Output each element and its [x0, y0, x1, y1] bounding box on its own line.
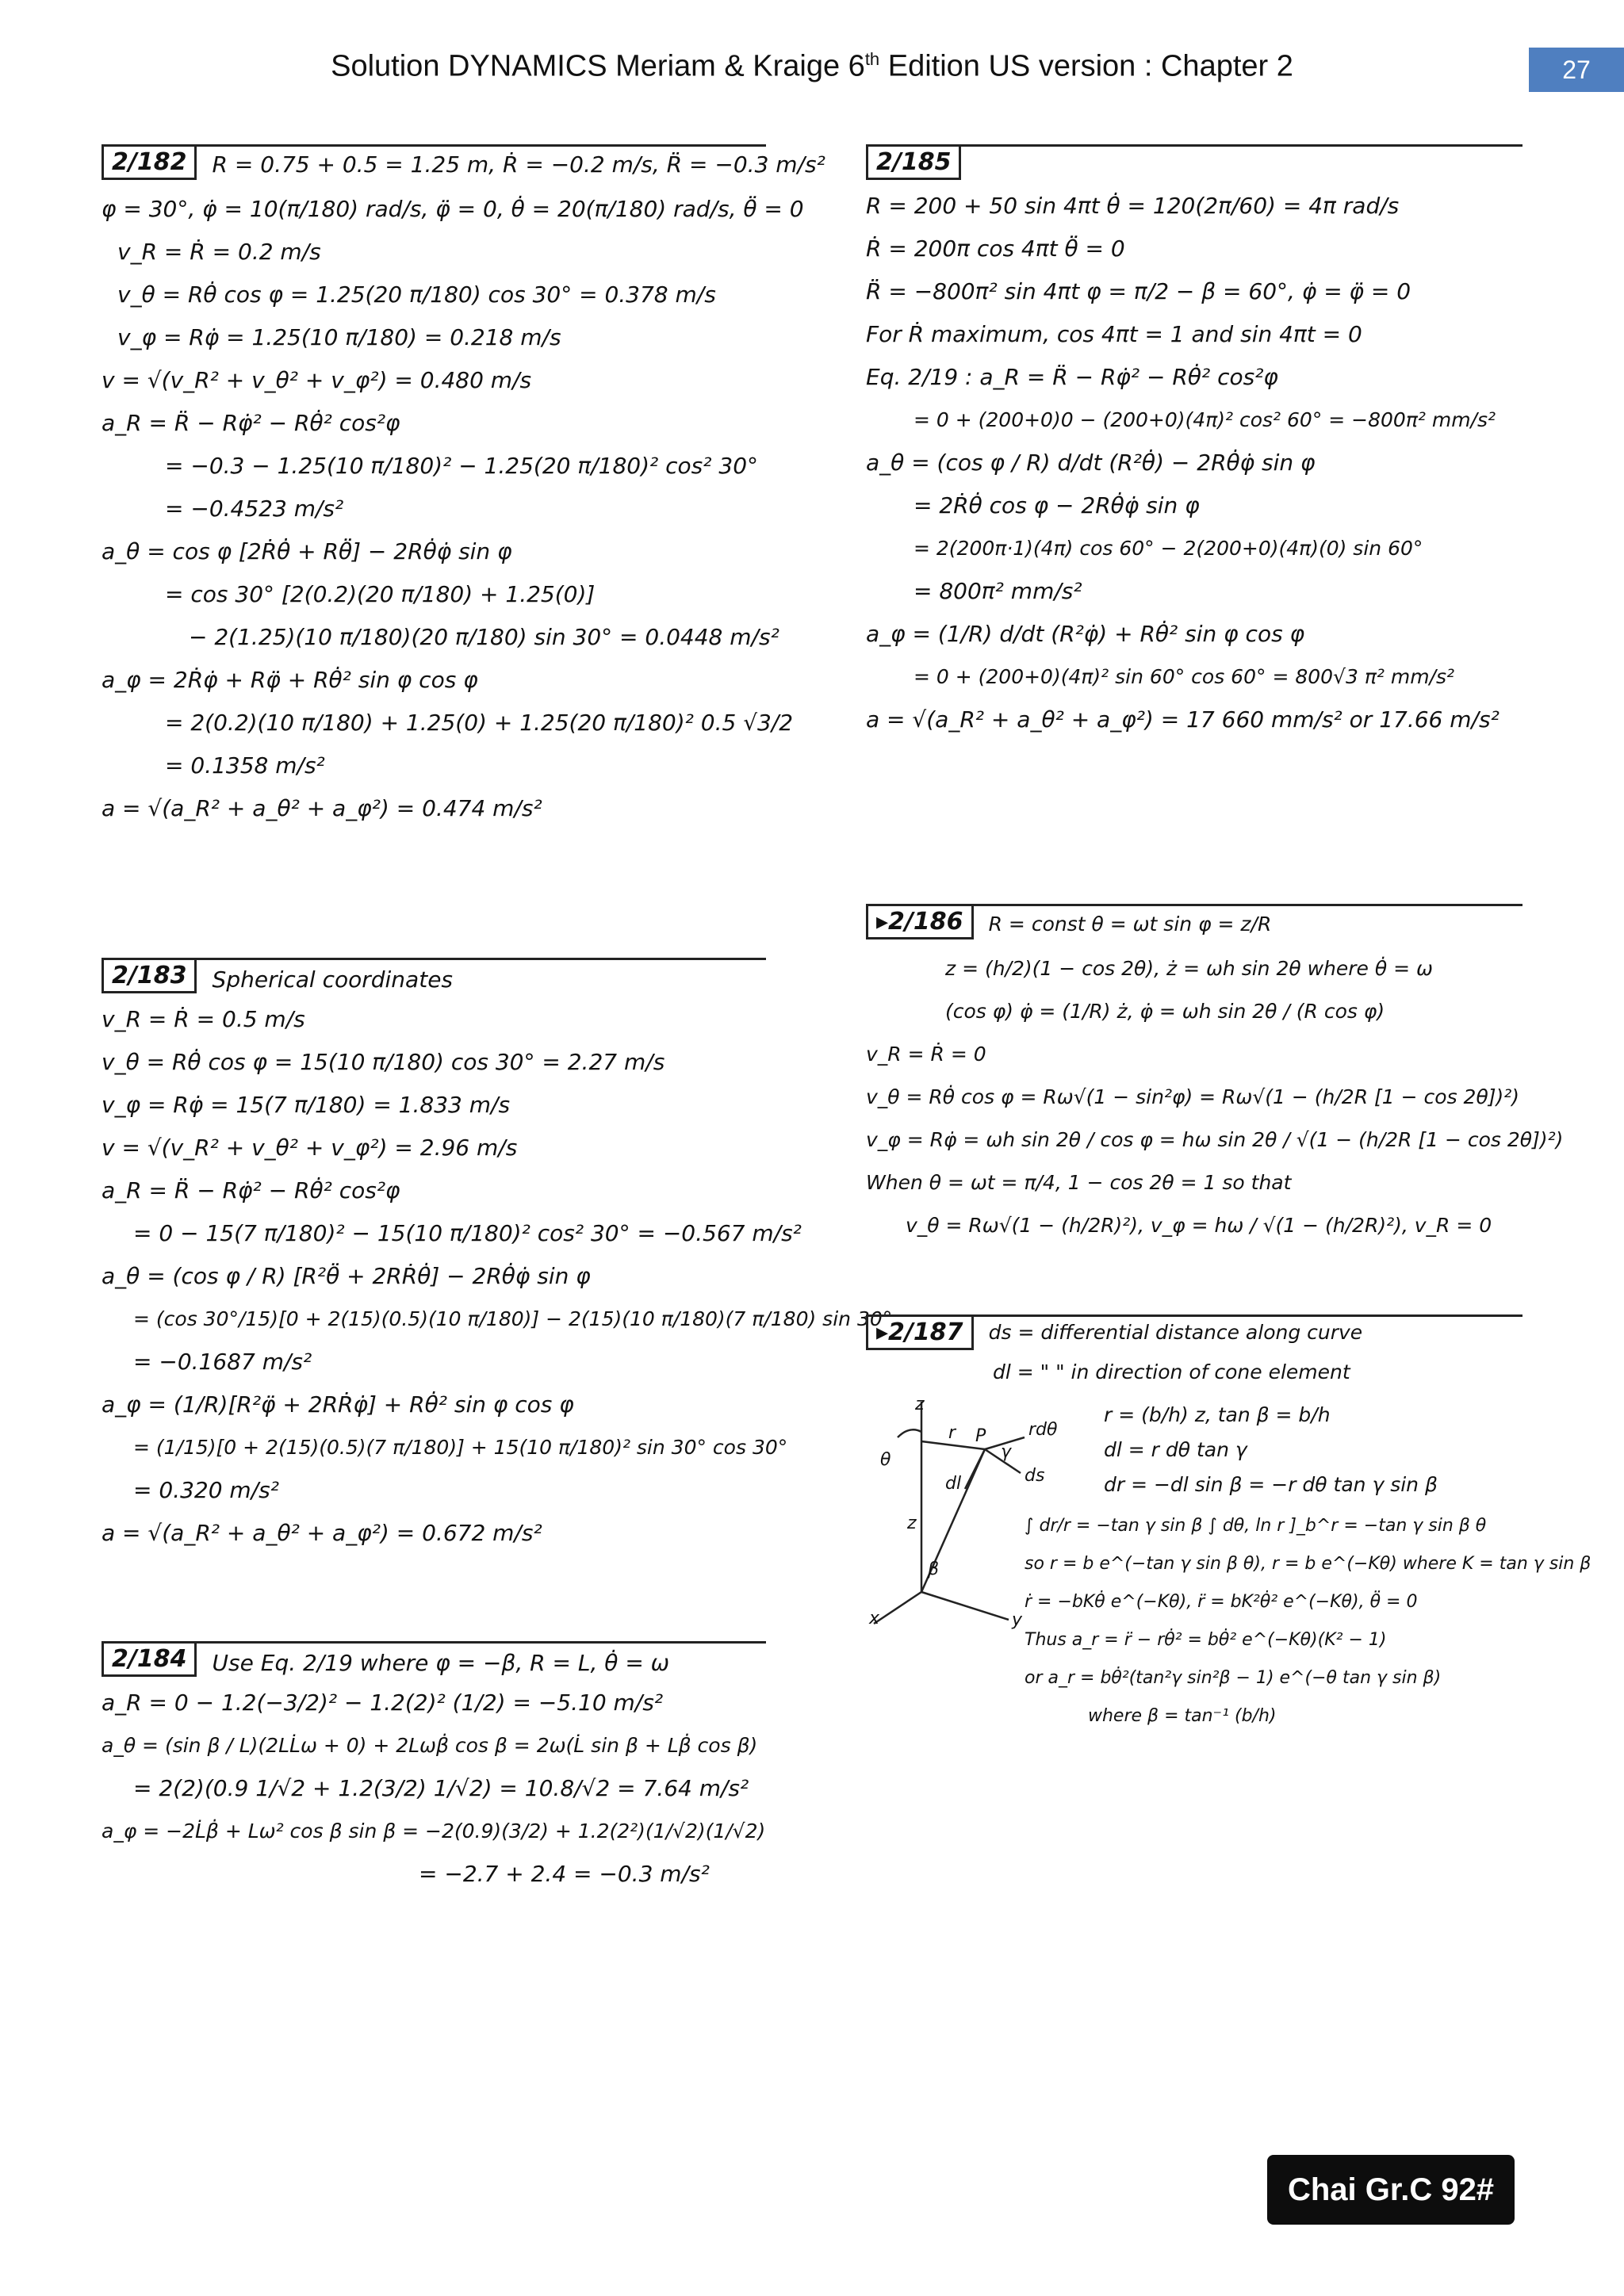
solution-line: a_φ = 2Ṙφ̇ + Rφ̈ + Rθ̇² sin φ cos φ: [102, 667, 478, 693]
fig-label: ds: [1025, 1466, 1045, 1486]
solution-lines: [102, 188, 804, 830]
solution-line: = (1/15)[0 + 2(15)(0.5)(7 π/180)] + 15(10 π/180)² sin 30° cos 30°: [133, 1436, 788, 1459]
solution-line: For Ṙ maximum, cos 4πt = 1 and sin 4πt = 0: [866, 321, 1362, 347]
solution-line: = −0.1687 m/s²: [133, 1349, 312, 1375]
solution-line: Eq. 2/19 : a_R = R̈ − Rφ̇² − Rθ̇² cos²φ: [866, 364, 1278, 390]
header-title-sup: th: [864, 49, 880, 69]
solution-line: a_R = R̈ − Rφ̇² − Rθ̇² cos²φ: [102, 410, 400, 436]
solution-line: z = (h/2)(1 − cos 2θ), ż = ωh sin 2θ where θ̇ = ω: [945, 957, 1433, 980]
solution-line: dr = −dl sin β = −r dθ tan γ sin β: [1104, 1473, 1438, 1496]
solution-lines: [866, 947, 1564, 1247]
solution-line: Ṙ = 200π cos 4πt θ̈ = 0: [866, 235, 1125, 262]
solution-line: v_R = Ṙ = 0.5 m/s: [102, 1006, 305, 1032]
problem-header: [102, 147, 825, 183]
solution-line: v_θ = Rθ̇ cos φ = Rω√(1 − sin²φ) = Rω√(1 − (h/2R [1 − cos 2θ])²): [866, 1085, 1520, 1108]
fig-label: z: [915, 1395, 925, 1414]
problem-id: ▸2/186: [866, 906, 974, 939]
header-title-suffix: Edition US version : Chapter 2: [879, 49, 1293, 83]
solution-line: v_R = Ṙ = 0: [866, 1043, 986, 1066]
problem-2-182: [102, 144, 825, 830]
solution-line: v = √(v_R² + v_θ² + v_φ²) = 2.96 m/s: [102, 1135, 518, 1161]
problem-title: Use Eq. 2/19 where φ = −β, R = L, θ̇ = ω: [212, 1650, 670, 1676]
solution-line: = −2.7 + 2.4 = −0.3 m/s²: [419, 1861, 710, 1887]
solution-line: v_φ = Rφ̇ = 1.25(10 π/180) = 0.218 m/s: [117, 324, 561, 350]
solution-line: a_θ = (sin β / L)(2LL̇ω + 0) + 2Lωβ̇ cos β = 2ω(L̇ sin β + Lβ̇ cos β): [102, 1734, 758, 1757]
solution-line: = 0 + (200+0)(4π)² sin 60° cos 60° = 800√3 π² mm/s²: [914, 665, 1455, 688]
fig-label: r: [948, 1423, 956, 1443]
fig-label: z: [907, 1513, 917, 1533]
problem-title: Spherical coordinates: [212, 966, 454, 993]
fig-label: P: [975, 1426, 986, 1446]
problem-header: [866, 147, 1522, 180]
solution-lines: [993, 1355, 1522, 1390]
solution-line: a = √(a_R² + a_θ² + a_φ²) = 17 660 mm/s² or 17.66 m/s²: [866, 706, 1500, 733]
problem-header: [866, 1317, 1522, 1350]
problem-id: 2/184: [102, 1644, 197, 1677]
solution-line: a = √(a_R² + a_θ² + a_φ²) = 0.672 m/s²: [102, 1520, 542, 1546]
page-number: 27: [1562, 55, 1591, 84]
problem-line: R = const θ = ωt sin φ = z/R: [988, 913, 1272, 936]
author-badge-text: Chai Gr.C 92#: [1287, 2172, 1495, 2207]
solution-line: dl = " " in direction of cone element: [993, 1360, 1350, 1383]
fig-label: β: [928, 1559, 940, 1579]
solution-line: = 2Ṙθ̇ cos φ − 2Rθ̇φ̇ sin φ: [914, 492, 1200, 519]
solution-line: When θ = ωt = π/4, 1 − cos 2θ = 1 so that: [866, 1171, 1292, 1194]
fig-label: dl: [945, 1474, 962, 1494]
y-axis-line: [921, 1592, 1009, 1620]
solution-line: = cos 30° [2(0.2)(20 π/180) + 1.25(0)]: [165, 581, 596, 607]
problem-header: [866, 906, 1522, 943]
solution-line: v_φ = Rφ̇ = ωh sin 2θ / cos φ = hω sin 2θ / √(1 − (h/2R [1 − cos 2θ])²): [866, 1128, 1564, 1151]
solution-line: = (cos 30°/15)[0 + 2(15)(0.5)(10 π/180)] − 2(15)(10 π/180)(7 π/180) sin 30°: [133, 1307, 893, 1330]
solution-line: R̈ = −800π² sin 4πt φ = π/2 − β = 60°, φ̇ = φ̈ = 0: [866, 278, 1411, 304]
solution-line: where β = tan⁻¹ (b/h): [1088, 1706, 1277, 1726]
solution-line: v_θ = Rθ̇ cos φ = 15(10 π/180) cos 30° = 2.27 m/s: [102, 1049, 665, 1075]
solution-line: = 0.320 m/s²: [133, 1477, 279, 1503]
solution-line: − 2(1.25)(10 π/180)(20 π/180) sin 30° = 0.0448 m/s²: [189, 624, 779, 650]
fig-label: θ: [880, 1450, 891, 1470]
solution-line: ṙ = −bKθ̇ e^(−Kθ), r̈ = bK²θ̇² e^(−Kθ), θ̈ = 0: [1025, 1592, 1418, 1612]
problem-id: 2/185: [866, 147, 961, 180]
solution-line: so r = b e^(−tan γ sin β θ), r = b e^(−Kθ) where K = tan γ sin β: [1025, 1554, 1591, 1574]
solution-line: v = √(v_R² + v_θ² + v_φ²) = 0.480 m/s: [102, 367, 532, 393]
solution-line: v_θ = Rω√(1 − (h/2R)²), v_φ = hω / √(1 − (h/2R)²), v_R = 0: [906, 1214, 1492, 1237]
problem-id: 2/183: [102, 960, 197, 993]
solution-line: = 2(200π·1)(4π) cos 60° − 2(200+0)(4π)(0) sin 60°: [914, 537, 1423, 560]
solution-line: a_R = 0 − 1.2(−3/2)² − 1.2(2)² (1/2) = −5.10 m/s²: [102, 1689, 664, 1716]
problem-2-183: [102, 958, 893, 1555]
x-axis-line: [874, 1592, 921, 1624]
solution-line: = −0.3 − 1.25(10 π/180)² − 1.25(20 π/180)² cos² 30°: [165, 453, 759, 479]
solution-line: dl = r dθ tan γ: [1104, 1438, 1247, 1461]
solution-lines: [866, 185, 1522, 741]
solution-line: = −0.4523 m/s²: [165, 496, 344, 522]
solution-line: v_φ = Rφ̇ = 15(7 π/180) = 1.833 m/s: [102, 1092, 511, 1118]
problem-2-186: [866, 904, 1564, 1247]
solution-line: = 800π² mm/s²: [914, 578, 1082, 604]
solution-line: = 0 − 15(7 π/180)² − 15(10 π/180)² cos² 30° = −0.567 m/s²: [133, 1220, 802, 1246]
fig-label: rdθ: [1028, 1420, 1058, 1440]
solution-line: a = √(a_R² + a_θ² + a_φ²) = 0.474 m/s²: [102, 795, 542, 821]
problem-line: ds = differential distance along curve: [988, 1321, 1363, 1344]
problem-id: 2/182: [102, 147, 197, 180]
solution-line: (cos φ) φ̇ = (1/R) ż, φ̇ = ωh sin 2θ / (R cos φ): [945, 1000, 1385, 1023]
solution-line: = 2(2)(0.9 1/√2 + 1.2(3/2) 1/√2) = 10.8/√2 = 7.64 m/s²: [133, 1775, 749, 1801]
solution-line: = 2(0.2)(10 π/180) + 1.25(0) + 1.25(20 π/180)² 0.5 √3/2: [165, 710, 794, 736]
solution-line: a_θ = cos φ [2Ṙθ̇ + Rθ̈] − 2Rθ̇φ̇ sin φ: [102, 538, 512, 564]
solution-line: a_φ = (1/R)[R²φ̈ + 2RṘφ̇] + Rθ̇² sin φ cos φ: [102, 1391, 574, 1418]
solution-lines: [102, 1682, 766, 1896]
solution-lines-right: [1104, 1398, 1522, 1502]
solution-line: r = (b/h) z, tan β = b/h: [1104, 1403, 1331, 1426]
solution-line: or a_r = bθ̇²(tan²γ sin²β − 1) e^(−θ tan γ sin β): [1025, 1668, 1442, 1688]
solution-line: = 0 + (200+0)0 − (200+0)(4π)² cos² 60° = −800π² mm/s²: [914, 408, 1496, 431]
author-badge: [1267, 2155, 1515, 2225]
problem-header: [102, 1644, 766, 1677]
page-number-badge: [1529, 48, 1624, 92]
cone-geometry-figure: [866, 1394, 1104, 1632]
problem-line: R = 0.75 + 0.5 = 1.25 m, Ṙ = −0.2 m/s, R̈ = −0.3 m/s²: [212, 151, 825, 178]
solution-line: = 0.1358 m/s²: [165, 752, 325, 779]
fig-label: x: [869, 1609, 880, 1628]
solution-line: a_φ = (1/R) d/dt (R²φ̇) + Rθ̇² sin φ cos φ: [866, 621, 1305, 647]
solution-line: v_θ = Rθ̇ cos φ = 1.25(20 π/180) cos 30° = 0.378 m/s: [117, 281, 716, 308]
problem-id: ▸2/187: [866, 1317, 974, 1350]
problem-2-187: [866, 1314, 1591, 1735]
dl-segment: [965, 1449, 985, 1489]
solution-line: a_φ = −2L̇β̇ + Lω² cos β sin β = −2(0.9)(3/2) + 1.2(2²)(1/√2)(1/√2): [102, 1820, 766, 1843]
solution-lines: [102, 998, 893, 1555]
problem-2-184: [102, 1641, 766, 1896]
solution-line: R = 200 + 50 sin 4πt θ̇ = 120(2π/60) = 4π rad/s: [866, 193, 1400, 219]
problem-header: [102, 960, 766, 993]
header-title-prefix: Solution DYNAMICS Meriam & Kraige 6: [331, 49, 865, 83]
solution-line: v_R = Ṙ = 0.2 m/s: [117, 239, 321, 265]
fig-label: γ: [1001, 1442, 1012, 1462]
solution-line: a_θ = (cos φ / R) [R²θ̈ + 2RṘθ̇] − 2Rθ̇φ̇ sin φ: [102, 1263, 591, 1289]
solution-line: a_R = R̈ − Rφ̇² − Rθ̇² cos²φ: [102, 1177, 400, 1203]
solution-line: φ = 30°, φ̇ = 10(π/180) rad/s, φ̈ = 0, θ̇ = 20(π/180) rad/s, θ̈ = 0: [102, 196, 804, 222]
solution-line: Thus a_r = r̈ − rθ̇² = bθ̇² e^(−Kθ)(K² − 1): [1025, 1630, 1387, 1650]
problem-2-185: [866, 144, 1522, 741]
fig-label: y: [1012, 1610, 1023, 1630]
solution-line: ∫ dr/r = −tan γ sin β ∫ dθ, ln r ]_b^r = −tan γ sin β θ: [1025, 1516, 1487, 1536]
solution-line: a_θ = (cos φ / R) d/dt (R²θ̇) − 2Rθ̇φ̇ sin φ: [866, 450, 1316, 476]
theta-arc: [898, 1429, 921, 1437]
page-header-title: [0, 49, 1624, 84]
